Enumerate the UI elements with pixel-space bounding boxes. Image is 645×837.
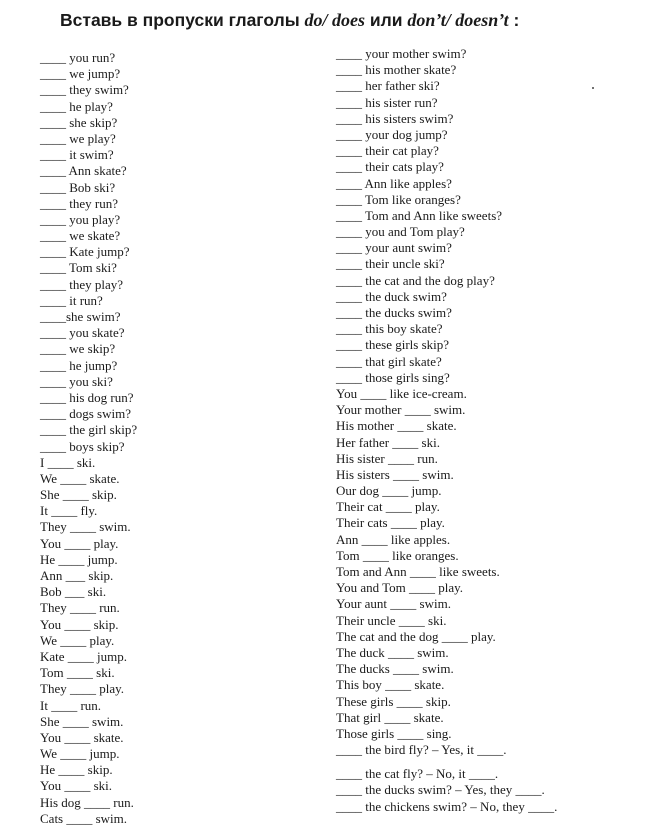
exercise-line: ____ you and Tom play? [336, 224, 465, 240]
exercise-line: His mother ____ skate. [336, 418, 457, 434]
exercise-line: ____ the cat fly? – No, it ____. [336, 766, 499, 782]
exercise-line: His dog ____ run. [40, 794, 134, 810]
title-option-dont-doesnt: don’t/ doesn’t [407, 10, 509, 30]
exercise-line: ____ we skip? [40, 341, 116, 357]
exercise-line: ____ that girl skate? [336, 353, 442, 369]
exercise-line: We ____ skate. [40, 470, 120, 486]
exercise-line: Tom ____ like oranges. [336, 547, 459, 563]
exercise-line: You ____ skate. [40, 729, 124, 745]
exercise-line: ____ the duck swim? [336, 288, 447, 304]
exercise-line: They ____ play. [40, 681, 124, 697]
exercise-line: ____ Tom like oranges? [336, 191, 461, 207]
exercise-line: ____ their cats play? [336, 159, 444, 175]
title-suffix: : [508, 10, 520, 30]
exercise-line: ____ boys skip? [40, 438, 125, 454]
exercise-line: ____ they swim? [40, 82, 129, 98]
exercise-line: ____ his sisters swim? [336, 110, 454, 126]
right-exercise-column [336, 46, 636, 815]
exercise-line: ____ you run? [40, 50, 116, 65]
exercise-line: They ____ swim. [40, 519, 131, 535]
exercise-line: Your aunt ____ swim. [336, 596, 451, 612]
exercise-line: ____ his dog run? [40, 389, 134, 405]
exercise-line: This boy ____ skate. [336, 677, 445, 693]
exercise-line: She ____ swim. [40, 713, 124, 729]
exercise-line: ____ Ann like apples? [336, 175, 452, 191]
exercise-line: You ____ ski. [40, 778, 113, 794]
exercise-line: ____ their cat play? [336, 143, 439, 159]
exercise-line: ____ it run? [40, 292, 103, 308]
exercise-line: We ____ play. [40, 632, 115, 648]
exercise-line: ____ the chickens swim? – No, they ____. [336, 798, 558, 814]
exercise-line: ____ you play? [40, 211, 121, 227]
exercise-line: ____ your mother swim? [336, 46, 467, 61]
exercise-line: The duck ____ swim. [336, 644, 449, 660]
exercise-line: You ____ skip. [40, 616, 119, 632]
exercise-line: ____ this boy skate? [336, 321, 443, 337]
exercise-line: Bob ___ ski. [40, 584, 107, 600]
exercise-line: ____ he jump? [40, 357, 118, 373]
exercise-line: ____ your dog jump? [336, 126, 448, 142]
exercise-line: ____ the girl skip? [40, 422, 138, 438]
exercise-line: ____ dogs swim? [40, 406, 131, 422]
exercise-line: Their cats ____ play. [336, 515, 445, 531]
exercise-line: ____ his sister run? [336, 94, 438, 110]
exercise-line: ____ he play? [40, 98, 113, 114]
exercise-line: ____ Kate jump? [40, 244, 130, 260]
exercise-line: ____ we play? [40, 130, 116, 146]
page-title [60, 10, 620, 31]
exercise-line: Cats ____ swim. [40, 810, 128, 826]
exercise-line: ____ they run? [40, 195, 118, 211]
exercise-line: Ann ___ skip. [40, 568, 114, 583]
exercise-line: ____ you ski? [40, 373, 113, 389]
exercise-line: ____ we skate? [40, 228, 121, 244]
exercise-line: They ____ run. [40, 600, 120, 616]
exercise-line: ____ her father ski? [336, 78, 440, 94]
exercise-line: ____ the bird fly? – Yes, it ____. [336, 742, 507, 758]
exercise-line: Their uncle ____ ski. [336, 612, 447, 628]
exercise-line: ____ you skate? [40, 325, 125, 341]
exercise-line: Tom and Ann ____ like sweets. [336, 564, 500, 579]
exercise-line: ____ the ducks swim? [336, 305, 452, 320]
exercise-line: ____ Tom ski? [40, 260, 117, 276]
exercise-line: ____she swim? [40, 309, 121, 324]
exercise-line: ____ the cat and the dog play? [336, 272, 495, 288]
exercise-line: ____ Ann skate? [40, 163, 127, 179]
exercise-line: Your mother ____ swim. [336, 402, 466, 418]
exercise-line: ____ they play? [40, 276, 124, 292]
exercise-line: Our dog ____ jump. [336, 483, 442, 499]
exercise-line: She ____ skip. [40, 487, 117, 503]
exercise-line: ____ their uncle ski? [336, 256, 445, 272]
exercise-line: The cat and the dog ____ play. [336, 628, 496, 644]
exercise-line: ____ it swim? [40, 147, 114, 163]
exercise-line: It ____ fly. [40, 503, 98, 519]
exercise-line: The ducks ____ swim. [336, 661, 454, 677]
exercise-line: ____ these girls skip? [336, 337, 450, 353]
exercise-line: ____ Tom and Ann like sweets? [336, 207, 503, 223]
exercise-line: You ____ like ice-cream. [336, 385, 467, 401]
exercise-line: Kate ____ jump. [40, 648, 128, 664]
exercise-line: Those girls ____ sing. [336, 725, 452, 741]
exercise-line: ____ we jump? [40, 66, 121, 82]
left-exercise-column [40, 50, 330, 827]
exercise-line: ____ she skip? [40, 114, 118, 130]
exercise-line: ____ his mother skate? [336, 62, 457, 78]
exercise-line: ____ Bob ski? [40, 179, 116, 195]
exercise-line: His sister ____ run. [336, 450, 438, 466]
exercise-line: Their cat ____ play. [336, 499, 440, 515]
exercise-line: ____ those girls sing? [336, 369, 450, 385]
exercise-line: ____ your aunt swim? [336, 240, 452, 256]
exercise-line: We ____ jump. [40, 746, 120, 762]
exercise-line: It ____ run. [40, 697, 102, 713]
exercise-line: That girl ____ skate. [336, 709, 444, 725]
exercise-line: I ____ ski. [40, 454, 96, 470]
exercise-line: These girls ____ skip. [336, 693, 451, 709]
exercise-line: Her father ____ ski. [336, 434, 440, 450]
title-mid: или [365, 10, 408, 30]
exercise-line: He ____ skip. [40, 762, 113, 778]
title-prefix: Вставь в пропуски глаголы [60, 10, 305, 30]
exercise-line: Ann ____ like apples. [336, 531, 451, 547]
exercise-line: You and Tom ____ play. [336, 580, 464, 596]
exercise-line: He ____ jump. [40, 551, 118, 567]
title-option-do-does: do/ does [304, 10, 366, 30]
exercise-line: ____ the ducks swim? – Yes, they ____. [336, 782, 545, 798]
exercise-line: His sisters ____ swim. [336, 466, 454, 482]
exercise-line: You ____ play. [40, 535, 119, 551]
exercise-line: Tom ____ ski. [40, 665, 115, 681]
exercise-line [336, 758, 636, 766]
